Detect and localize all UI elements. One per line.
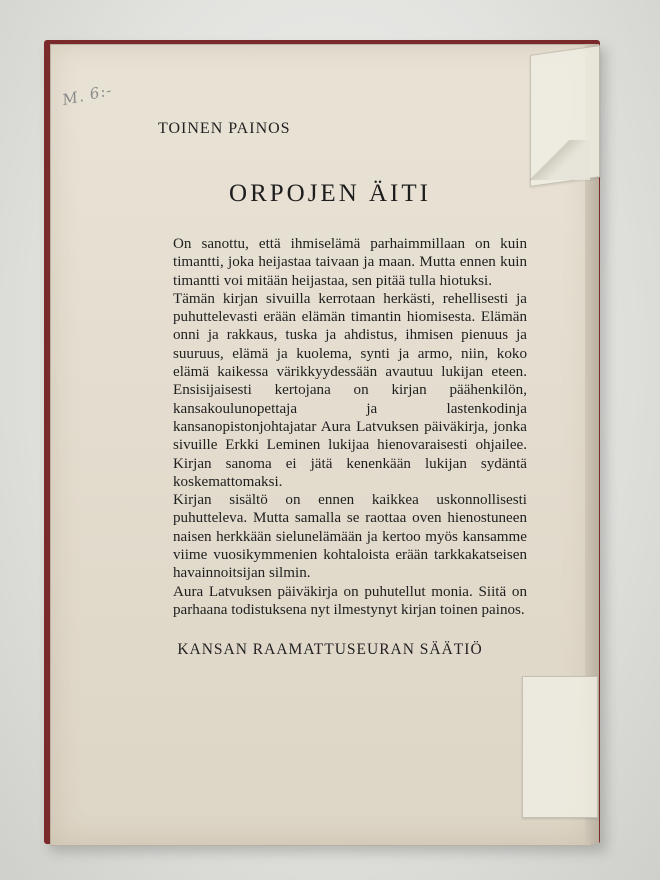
blurb-paragraph: Aura Latvuksen päiväkirja on puhutellut monia. Siitä on parhaana todistuksena nyt ilmestynyt kirjan toinen painos. bbox=[173, 583, 527, 618]
handwritten-note: M. 6:- bbox=[60, 80, 114, 110]
edition-label: TOINEN PAINOS bbox=[158, 120, 291, 137]
publisher-name: KANSAN RAAMATTUSEURAN SÄÄTIÖ bbox=[177, 641, 483, 658]
book-title: ORPOJEN ÄITI bbox=[229, 180, 431, 207]
blurb-paragraph: Tämän kirjan sivuilla kerrotaan herkästi, rehellisesti ja puhuttelevasti erään elämän timantin hiomisesta. Elämän onni ja rakkaus, tuska ja ahdistus, ihmisen pienuus ja suuruus, elämä ja kuolema, synti ja armo, niin, koko elämä kaikessa värikkyydessään avautuu lukijan eteen. Ensisijaisesti kertojana on kirjan päähenkilön, kansakoulunopettaja ja lastenkodinja kansanopistonjohtajatar Aura Latvuksen päiväkirja, jonka sivuille Erkki Leminen lukijaa hienovaraisesti ohjailee. Kirjan sanoma ei jätä kenenkään lukijan sydäntä koskemattomaksi. bbox=[173, 290, 527, 490]
blurb-paragraph: Kirjan sisältö on ennen kaikkea uskonnollisesti puhutteleva. Mutta samalla se raottaa oven hienostuneen naisen herkkään sielunelämään ja kertoo myös kansamme viime vuosikymmenien kohtaloista erään tarkkakatseisen havainnoitsijan silmin. bbox=[173, 492, 527, 582]
blurb-paragraph: On sanottu, että ihmiselämä parhaimmillaan on kuin timantti, joka heijastaa taivaan ja maan. Mutta ennen kuin timantti voi mitään heijastaa, sen pitää tulla hiotuksi. bbox=[173, 236, 527, 289]
tape-bottom bbox=[522, 676, 598, 818]
blurb bbox=[173, 235, 527, 619]
tape-fold bbox=[528, 140, 590, 180]
